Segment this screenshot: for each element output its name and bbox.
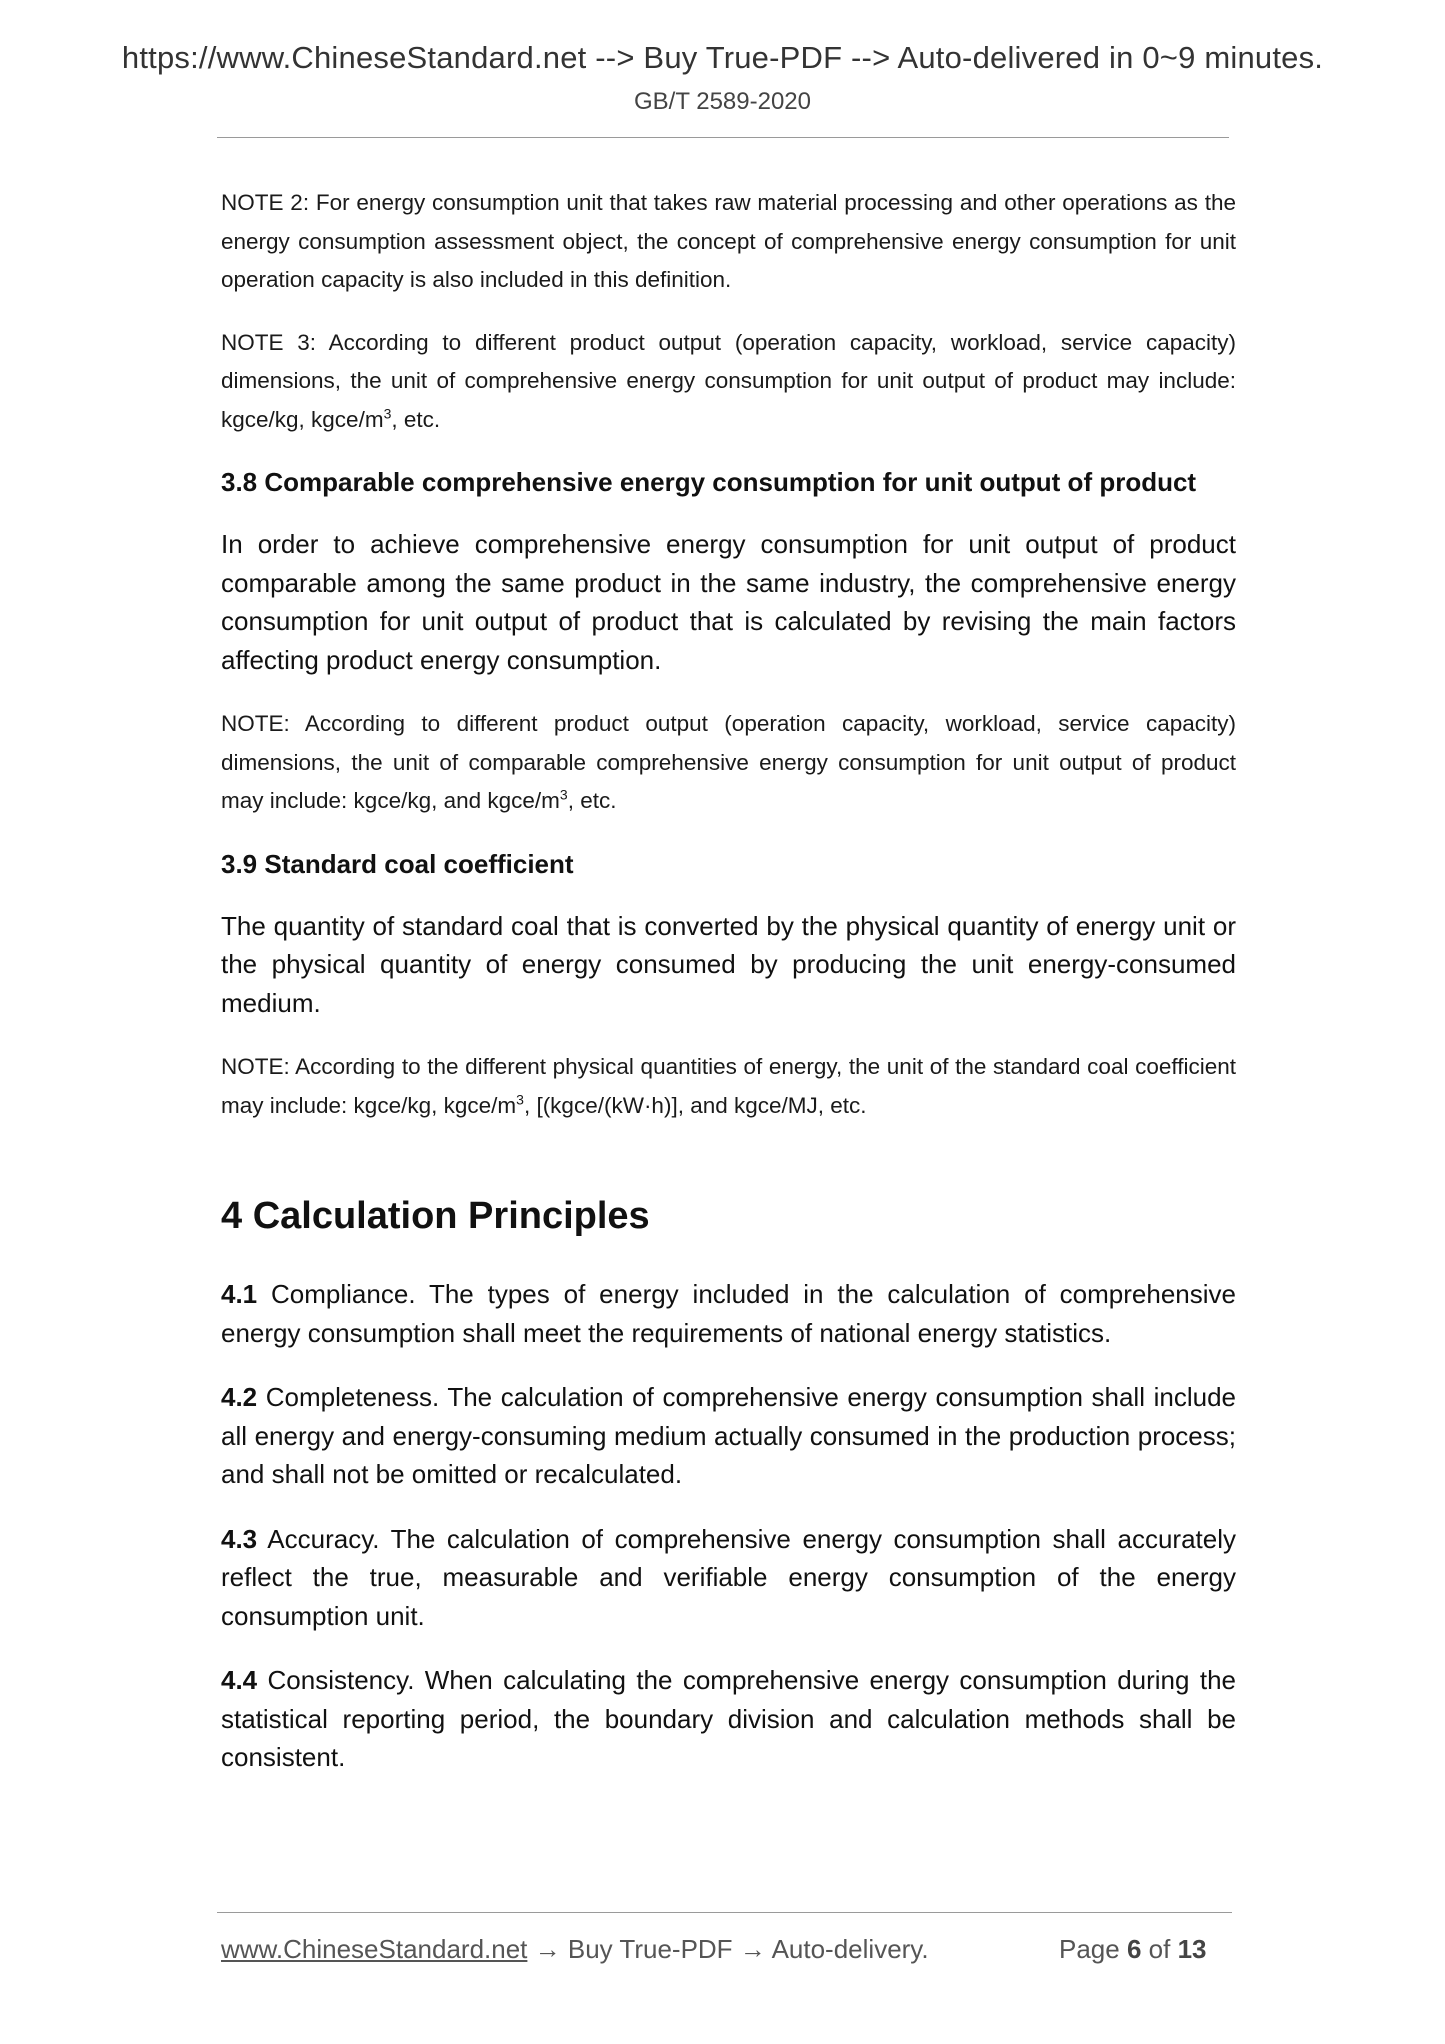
clause-4-1-text: Compliance. The types of energy included in the calculation of comprehensive energy consumption shall meet the requirements of national energy statistics.	[221, 1279, 1236, 1348]
note-3-8-suffix: , etc.	[567, 788, 617, 813]
footer-left	[221, 1934, 929, 1965]
clause-4-1	[221, 1275, 1236, 1352]
note-3-9-superscript: 3	[516, 1091, 524, 1107]
clause-3-9-body: The quantity of standard coal that is converted by the physical quantity of energy unit or the physical quantity of energy consumed by producing the unit energy-consumed medium.	[221, 910, 1236, 1018]
standard-code: GB/T 2589-2020	[633, 88, 811, 115]
clause-4-2	[221, 1378, 1236, 1494]
clause-4-1-number: 4.1	[221, 1279, 258, 1309]
clause-4-2-number: 4.2	[221, 1382, 258, 1412]
top-banner: https://www.ChineseStandard.net --> Buy True-PDF --> Auto-delivered in 0~9 minutes.	[121, 40, 1324, 75]
footer-tagline: → Buy True-PDF → Auto-delivery.	[527, 1934, 929, 1964]
page-indicator	[1059, 1934, 1206, 1965]
note-3	[221, 324, 1236, 440]
clause-4-2-text: Completeness. The calculation of comprehensive energy consumption shall include all energy and energy-consuming medium actually consumed in the production process; and shall not be omitted or recalculated.	[221, 1382, 1236, 1489]
header-divider	[217, 137, 1229, 138]
clause-3-8-body: In order to achieve comprehensive energy consumption for unit output of product comparable among the same product in the same industry, the comprehensive energy consumption for unit output of product that is calculated by revising the main factors affecting product energy consumption.	[221, 529, 1236, 675]
note-3-8-superscript: 3	[559, 786, 568, 803]
note-3-9-suffix: , [(kgce/(kW·h)], and kgce/MJ, etc.	[523, 1092, 867, 1118]
clause-4-4-text: Consistency. When calculating the comprehensive energy consumption during the statistical reporting period, the boundary division and calculation methods shall be consistent.	[221, 1665, 1236, 1772]
footer-divider	[217, 1912, 1232, 1913]
note-3-text: NOTE 3: According to different product output (operation capacity, workload, service capacity) dimensions, the unit of comprehensive energy consumption for unit output of product may include: kgce/kg, kgce/m	[221, 329, 1236, 432]
note-3-8	[221, 705, 1236, 821]
page-label: Page	[1059, 1934, 1127, 1964]
page-current: 6	[1126, 1934, 1142, 1964]
clause-3-8-heading: 3.8 Comparable comprehensive energy consumption for unit output of product	[221, 467, 1197, 497]
clause-4-4-number: 4.4	[221, 1665, 258, 1695]
clause-4-3	[221, 1520, 1236, 1636]
page-total: 13	[1177, 1934, 1207, 1964]
clause-4-3-text: Accuracy. The calculation of comprehensive energy consumption shall accurately reflect the true, measurable and verifiable energy consumption of the energy consumption unit.	[221, 1523, 1236, 1631]
note-3-9	[221, 1048, 1236, 1125]
clause-4-4	[221, 1661, 1236, 1777]
note-3-8-text: NOTE: According to different product output (operation capacity, workload, service capacity) dimensions, the unit of comparable comprehensive energy consumption for unit output of product may include: kgce/kg, and kgce/m	[221, 711, 1236, 813]
page-content	[221, 184, 1236, 1803]
note-3-superscript: 3	[383, 405, 392, 421]
note-3-suffix: , etc.	[391, 406, 441, 432]
page-of: of	[1141, 1934, 1178, 1964]
clause-3-9-heading: 3.9 Standard coal coefficient	[221, 848, 574, 879]
section-4-heading: 4 Calculation Principles	[221, 1195, 650, 1237]
footer-site-link[interactable]: www.ChineseStandard.net	[221, 1934, 528, 1964]
note-3-9-text: NOTE: According to the different physical quantities of energy, the unit of the standard coal coefficient may include: kgce/kg, kgce/m	[221, 1054, 1236, 1118]
note-2: NOTE 2: For energy consumption unit that takes raw material processing and other operations as the energy consumption assessment object, the concept of comprehensive energy consumption for unit operation capacity is also included in this definition.	[221, 190, 1236, 292]
clause-4-3-number: 4.3	[221, 1523, 258, 1554]
